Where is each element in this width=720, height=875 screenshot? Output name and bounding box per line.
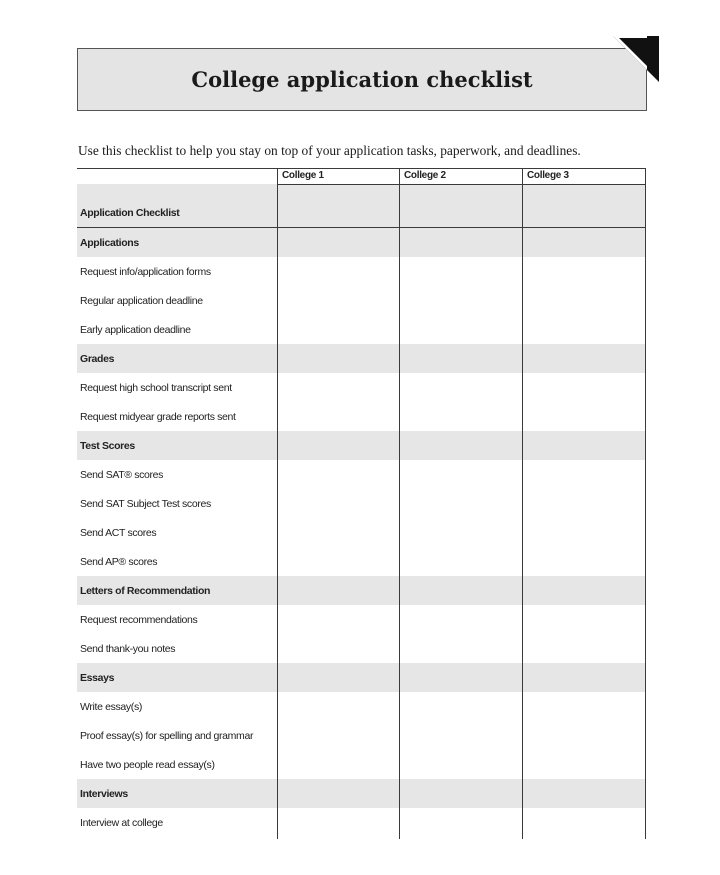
checklist-item-row: [77, 692, 646, 721]
section-header-row: [77, 663, 646, 692]
section-header-label: Interviews: [80, 787, 128, 800]
checklist-item-label: Send thank-you notes: [80, 642, 176, 655]
checklist-item-row: [77, 634, 646, 663]
intro-text: Use this checklist to help you stay on top of your application tasks, paperwork, and deadlines.: [78, 143, 581, 158]
column-header-row: [77, 168, 646, 184]
grid-col-line-2: [399, 168, 400, 839]
grid-top-line: [77, 168, 646, 169]
checklist-item-row: [77, 750, 646, 779]
checklist-item-label: Request midyear grade reports sent: [80, 410, 236, 423]
checklist-item-label: Request info/application forms: [80, 265, 211, 278]
checklist-item-label: Send AP® scores: [80, 555, 158, 568]
checklist-item-row: [77, 257, 646, 286]
grid-header-line: [277, 184, 646, 185]
grid-col-line-3: [522, 168, 523, 839]
section-header-row: [77, 228, 646, 257]
checklist-item-label: Request recommendations: [80, 613, 198, 626]
column-header-college-1: College 1: [282, 170, 324, 181]
checklist-item-label: Have two people read essay(s): [80, 758, 215, 771]
checklist-rows: [77, 228, 646, 837]
checklist-item-label: Early application deadline: [80, 323, 191, 336]
checklist-item-label: Request high school transcript sent: [80, 381, 232, 394]
grid-col-line-4: [645, 168, 646, 839]
checklist-item-label: Send SAT Subject Test scores: [80, 497, 211, 510]
checklist-item-row: [77, 489, 646, 518]
section-header-row: [77, 576, 646, 605]
header-label: Application Checklist: [80, 207, 180, 219]
checklist-item-label: Regular application deadline: [80, 294, 203, 307]
section-header-label: Test Scores: [80, 439, 135, 452]
section-header-label: Applications: [80, 236, 139, 249]
section-header-row: [77, 779, 646, 808]
section-header-label: Grades: [80, 352, 115, 365]
grid-header-bottom-line: [77, 227, 646, 228]
grid-col-line-1: [277, 168, 278, 839]
checklist-item-row: [77, 808, 646, 837]
section-header-label: Letters of Recommendation: [80, 584, 211, 597]
checklist-item-row: [77, 402, 646, 431]
checklist-table: [77, 168, 646, 837]
checklist-item-label: Write essay(s): [80, 700, 142, 713]
checklist-item-row: [77, 315, 646, 344]
checklist-item-label: Send ACT scores: [80, 526, 157, 539]
checklist-item-row: [77, 547, 646, 576]
checklist-item-row: [77, 286, 646, 315]
section-header-label: Essays: [80, 671, 115, 684]
checklist-item-label: Interview at college: [80, 816, 163, 829]
header-label-row: [77, 184, 646, 228]
checklist-item-row: [77, 721, 646, 750]
column-header-college-3: College 3: [527, 170, 569, 181]
column-header-college-2: College 2: [404, 170, 446, 181]
title-box: [77, 48, 647, 111]
checklist-item-label: Proof essay(s) for spelling and grammar: [80, 729, 254, 742]
checklist-item-row: [77, 460, 646, 489]
section-header-row: [77, 431, 646, 460]
section-header-row: [77, 344, 646, 373]
checklist-item-label: Send SAT® scores: [80, 468, 164, 481]
page-corner-decoration: [613, 36, 659, 82]
checklist-item-row: [77, 605, 646, 634]
checklist-item-row: [77, 518, 646, 547]
checklist-item-row: [77, 373, 646, 402]
page-title: College application checklist: [191, 67, 533, 92]
